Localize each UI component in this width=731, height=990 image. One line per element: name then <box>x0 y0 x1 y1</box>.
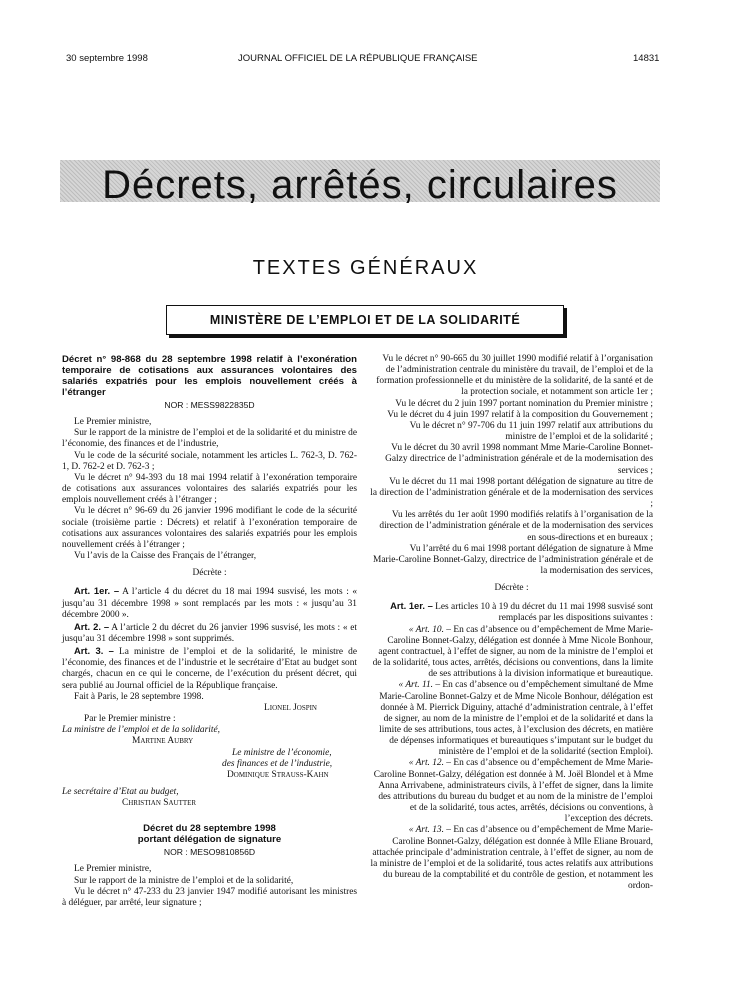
ministry-box: MINISTÈRE DE L’EMPLOI ET DE LA SOLIDARITÉ <box>166 305 564 335</box>
decree2-vu: Vu le décret n° 90-665 du 30 juillet 1990 modifié relatif à l’organisation de l’administration centrale du ministère du travail, de l’emploi et de la formation professionnelle et du ministère de la solidarité, de la santé et de la protection sociale, et notamment son article 1er ; <box>376 354 653 398</box>
header-journal: JOURNAL OFFICIEL DE LA RÉPUBLIQUE FRANÇAISE <box>238 53 478 64</box>
decree2-para: Le Premier ministre, <box>74 864 152 875</box>
section-title: TEXTES GÉNÉRAUX <box>252 257 479 279</box>
decree2-vu: Vu le décret du 30 avril 1998 nommant Mme Marie-Caroline Bonnet-Galzy directrice de l’administration générale et de la modernisation des services ; <box>385 443 653 476</box>
ministre-economie-line1: Le ministre de l’économie, <box>232 747 332 758</box>
decree2-vu: Vu le décret du 4 juin 1997 relatif à la composition du Gouvernement ; <box>387 409 653 420</box>
right-column <box>370 354 653 892</box>
par-premier-ministre: Par le Premier ministre : <box>84 714 176 725</box>
left-column <box>62 354 357 909</box>
decree2-article-1: Art. 1er. – Les articles 10 à 19 du décret du 11 mai 1998 susvisé sont remplacés par les dispositions suivantes : <box>390 600 653 624</box>
decree1-para: Sur le rapport de la ministre de l’emploi et de la solidarité et du ministre de l’économie, des finances et de l’industrie, <box>62 428 357 450</box>
decree2-vu: Vu le décret du 2 juin 1997 portant nomination du Premier ministre ; <box>395 398 653 409</box>
decree2-vu: Vu l’arrêté du 6 mai 1998 portant délégation de signature à Mme Marie-Caroline Bonnet-Galzy, directrice de l’administration générale et de la modernisation des services, <box>373 543 653 576</box>
decree2-article-12: « Art. 12. – En cas d’absence ou d’empêchement de Mme Marie-Caroline Bonnet-Galzy, délégation est donnée à M. Joël Blondel et à Mme Anna Arrivabene, administrateurs civils, à l’effet de signer, dans la limite des attributions du bureau du budget et au nom de la ministre de l’emploi et de la solidarité, tous actes, arrêtés, décisions ou conventions, à l’exception des décrets. <box>373 758 653 825</box>
decree1-para: Vu le code de la sécurité sociale, notamment les articles L. 762-3, D. 762-1, D. 762-2 et D. 762-3 ; <box>62 450 357 472</box>
decree2-nor: NOR : MESO9810856D <box>163 847 256 858</box>
signature-strauss-kahn: Dominique Strauss-Kahn <box>227 769 329 780</box>
decree1-para: Vu l’avis de la Caisse des Français de l’étranger, <box>74 551 257 562</box>
decree2-vu: Vu les arrêtés du 1er août 1990 modifiés relatifs à l’organisation de la direction de l’administration générale et de la modernisation des services en sous-directions et en bureaux ; <box>379 510 653 543</box>
signature-aubry: Martine Aubry <box>132 736 194 747</box>
decree2-vu: Vu le décret n° 97-706 du 11 juin 1997 relatif aux attributions du ministre de l’emploi et de la solidarité ; <box>409 420 653 443</box>
decree2-para: Sur le rapport de la ministre de l’emploi et de la solidarité, <box>74 875 294 886</box>
decree1-article-2: Art. 2. – A l’article 2 du décret du 26 janvier 1996 susvisé, les mots : « et jusqu’au 31 décembre 1998 » sont supprimés. <box>62 620 358 644</box>
signature-sautter: Christian Sautter <box>122 798 197 809</box>
header-page-number: 14831 <box>633 53 660 64</box>
ministre-emploi: La ministre de l’emploi et de la solidarité, <box>62 725 220 736</box>
secretaire-budget: Le secrétaire d’Etat au budget, <box>62 787 179 797</box>
decree1-article-1: Art. 1er. – A l’article 4 du décret du 18 mai 1994 susvisé, les mots : « jusqu’au 31 décembre 1998 » sont remplacés par les mots : « jusqu’au 31 décembre 2000 ». <box>62 585 358 620</box>
decree1-para: Le Premier ministre, <box>74 417 152 428</box>
decree2-article-11: « Art. 11. – En cas d’absence ou d’empêchement simultané de Mme Marie-Caroline Bonnet-Galzy et de Mme Nicole Bonhour, délégation est donnée à M. Pierrick Diguiny, attaché d’administration centrale, à l’effet de signer, au nom de la ministre de l’emploi et de la solidarité et dans la limite de ses attributions, tous actes, à l’exclusion des décrets, en matière de dépenses informatiques et bureautiques s’imputant sur le budget du ministère de l’emploi et de la solidarité (section Emploi). <box>379 680 653 758</box>
decree1-decrete: Décrète : <box>192 568 227 579</box>
decree2-article-10: « Art. 10. – En cas d’absence ou d’empêchement de Mme Marie-Caroline Bonnet-Galzy, délégation est donnée à Mme Nicole Bonhour, agent contractuel, à l’effet de signer, au nom de la ministre de l’emploi et de la solidarité, tous actes, arrêtés, décisions ou conventions, dans la limite de ses attributions à la division informatique et bureautique. <box>372 624 653 680</box>
decree1-para: Vu le décret n° 96-69 du 26 janvier 1996 modifiant le code de la sécurité sociale (troisième partie : Décrets) et relatif à l’exonération temporaire de cotisations aux assurances volontaires des salariés expatriés pour les emplois nouvellement créés à l’étranger ; <box>62 506 357 550</box>
decree1-title: Décret n° 98-868 du 28 septembre 1998 relatif à l’exonération temporaire de cotisations aux assurances volontaires des salariés expatriés pour les emplois nouvellement créés à l’étranger <box>62 354 357 398</box>
decree2-article-13: « Art. 13. – En cas d’absence ou d’empêchement de Mme Marie-Caroline Bonnet-Galzy, délégation est donnée à Mlle Eliane Brouard, attachée principale d’administration centrale, à l’effet de signer, au nom de la ministre de l’emploi et de la solidarité, tous actes relatifs aux attributions du bureau de la comptabilité et du contrôle de gestion, et notamment les ordon- <box>370 825 653 892</box>
decree2-title-line2: portant délégation de signature <box>137 834 282 846</box>
decree1-nor: NOR : MESS9822835D <box>164 400 255 410</box>
header-date: 30 septembre 1998 <box>66 53 148 64</box>
banner-title: Décrets, arrêtés, circulaires <box>102 163 618 207</box>
signature-pm: Lionel Jospin <box>264 702 317 713</box>
decree2-title-line1: Décret du 28 septembre 1998 <box>143 823 276 835</box>
decree2-vu: Vu le décret du 11 mai 1998 portant délégation de signature au titre de la direction de l’administration générale et de la modernisation des services ; <box>370 476 653 510</box>
decree2-para: Vu le décret n° 47-233 du 23 janvier 1947 modifié autorisant les ministres à déléguer, par arrêté, leur signature ; <box>62 886 357 908</box>
decree1-para: Vu le décret n° 94-393 du 18 mai 1994 relatif à l’exonération temporaire de cotisations aux assurances volontaires des salariés expatriés pour les emplois nouvellement créés à l’étranger ; <box>62 472 357 506</box>
decree1-article-3: Art. 3. – La ministre de l’emploi et de la solidarité, le ministre de l’économie, des finances et de l’industrie et le secrétaire d’Etat au budget sont chargés, chacun en ce qui le concerne, de l’exécution du présent décret, qui sera publié au Journal officiel de la République française. <box>62 645 357 691</box>
ministre-economie-line2: des finances et de l’industrie, <box>222 758 333 769</box>
decree1-fait: Fait à Paris, le 28 septembre 1998. <box>74 691 204 702</box>
decree2-decrete: Décrète : <box>494 583 529 594</box>
